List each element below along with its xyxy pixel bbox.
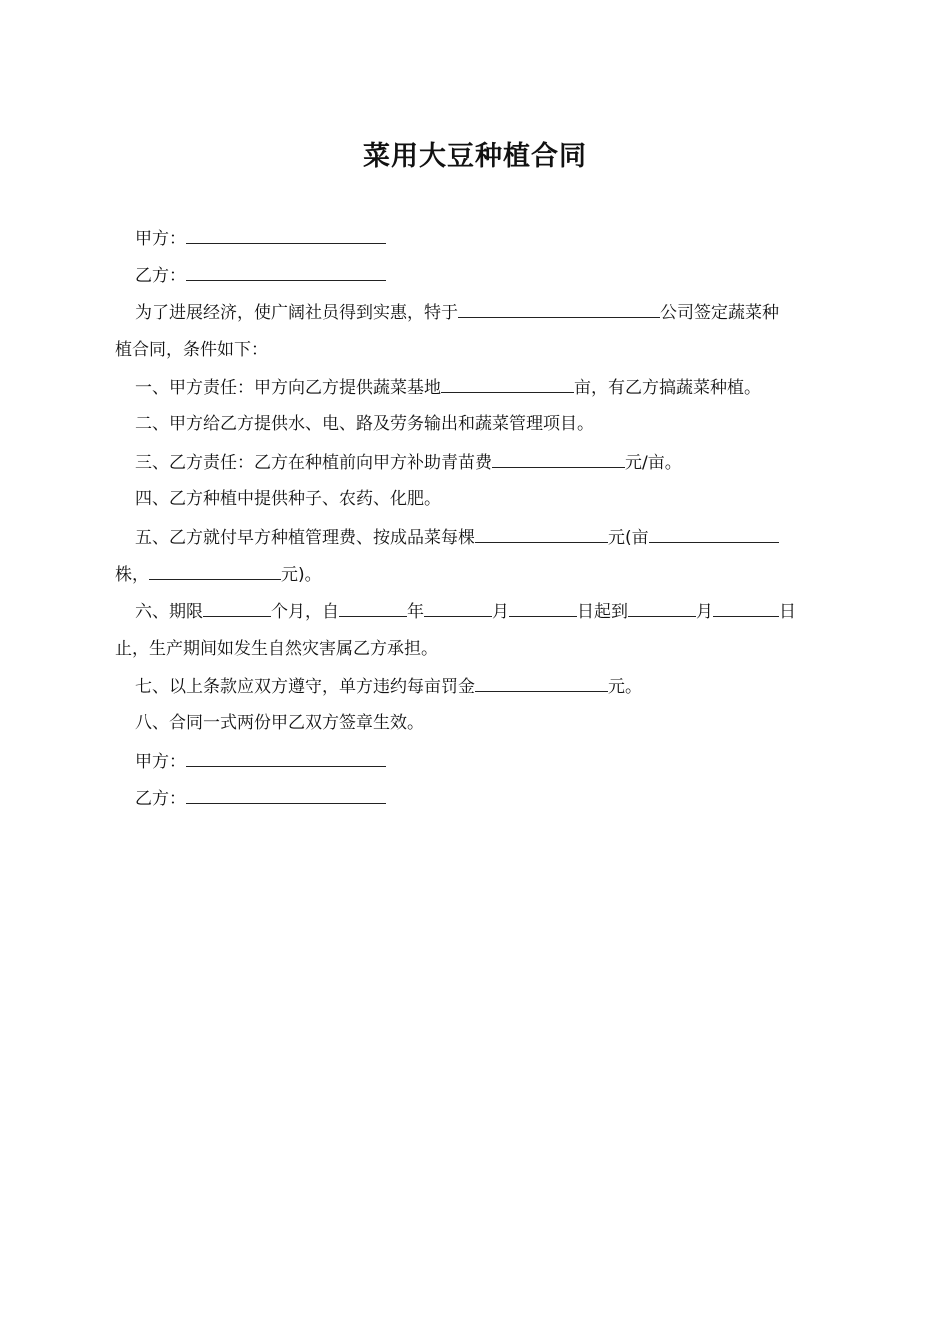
clause-6-text-6: 月 bbox=[696, 602, 713, 622]
clause-8-text: 八、合同一式两份甲乙双方签章生效。 bbox=[135, 713, 424, 733]
party-a-blank bbox=[186, 226, 386, 244]
party-b-blank bbox=[186, 263, 386, 281]
clause-5-text-4: 元)。 bbox=[281, 565, 322, 585]
clause-4 bbox=[115, 487, 857, 511]
clause-6-blank-end-month bbox=[628, 599, 696, 617]
clause-5-text-3: 株， bbox=[115, 565, 149, 585]
clause-6-text-1: 六、期限 bbox=[135, 602, 203, 622]
clause-6-text-7: 日 bbox=[779, 602, 796, 622]
document-title: 菜用大豆种植合同 bbox=[363, 141, 587, 172]
signature-party-b-line bbox=[115, 786, 857, 811]
clause-6-text-2: 个月，自 bbox=[271, 602, 339, 622]
clause-3 bbox=[115, 450, 857, 475]
intro-line-1 bbox=[115, 300, 857, 325]
signature-party-b-blank bbox=[186, 786, 386, 804]
clause-7-text-2: 元。 bbox=[608, 677, 642, 697]
signature-party-b-label: 乙方： bbox=[135, 789, 186, 809]
signature-party-a-blank bbox=[186, 749, 386, 767]
clause-3-blank bbox=[492, 450, 625, 468]
clause-7-blank bbox=[475, 674, 608, 692]
intro-line-2 bbox=[115, 338, 837, 362]
intro-text-3: 植合同，条件如下： bbox=[115, 340, 268, 360]
party-b-line bbox=[115, 263, 857, 288]
signature-party-a-label: 甲方： bbox=[135, 752, 186, 772]
clause-5-line-1 bbox=[115, 525, 857, 550]
clause-6-blank-month bbox=[424, 599, 492, 617]
clause-6-text-5: 日起到 bbox=[577, 602, 628, 622]
intro-text-2: 公司签定蔬菜种 bbox=[660, 303, 779, 323]
clause-6-text-8: 止，生产期间如发生自然灾害属乙方承担。 bbox=[115, 639, 438, 659]
signature-party-a-line bbox=[115, 749, 857, 774]
clause-3-text-1: 三、乙方责任：乙方在种植前向甲方补助青苗费 bbox=[135, 453, 492, 473]
clause-4-text: 四、乙方种植中提供种子、农药、化肥。 bbox=[135, 489, 441, 509]
clause-6-text-3: 年 bbox=[407, 602, 424, 622]
clause-6-blank-end-day bbox=[713, 599, 779, 617]
clause-5-text-1: 五、乙方就付早方种植管理费、按成品菜每棵 bbox=[135, 528, 475, 548]
company-blank bbox=[458, 300, 660, 318]
clause-5-line-2 bbox=[115, 562, 837, 587]
clause-7-text-1: 七、以上条款应双方遵守，单方违约每亩罚金 bbox=[135, 677, 475, 697]
party-a-line bbox=[115, 226, 857, 251]
clause-6-blank-months bbox=[203, 599, 271, 617]
clause-2 bbox=[115, 412, 857, 436]
clause-5-text-2: 元(亩 bbox=[608, 528, 649, 548]
clause-5-blank-3 bbox=[149, 562, 281, 580]
clause-1-text-2: 亩，有乙方搞蔬菜种植。 bbox=[574, 378, 761, 398]
clause-6-blank-day bbox=[509, 599, 577, 617]
clause-6-text-4: 月 bbox=[492, 602, 509, 622]
clause-1 bbox=[115, 375, 857, 400]
clause-6-line-1 bbox=[115, 599, 857, 624]
clause-6-blank-year bbox=[339, 599, 407, 617]
clause-2-text: 二、甲方给乙方提供水、电、路及劳务输出和蔬菜管理项目。 bbox=[135, 414, 594, 434]
clause-7 bbox=[115, 674, 857, 699]
clause-3-text-2: 元/亩。 bbox=[625, 453, 682, 473]
clause-6-line-2 bbox=[115, 637, 837, 661]
clause-1-blank bbox=[441, 375, 574, 393]
clause-8 bbox=[115, 711, 857, 735]
clause-5-blank-2 bbox=[649, 525, 779, 543]
clause-1-text-1: 一、甲方责任：甲方向乙方提供蔬菜基地 bbox=[135, 378, 441, 398]
intro-text-1: 为了进展经济，使广阔社员得到实惠，特于 bbox=[135, 303, 458, 323]
party-b-label: 乙方： bbox=[135, 266, 186, 286]
clause-5-blank-1 bbox=[475, 525, 608, 543]
party-a-label: 甲方： bbox=[135, 229, 186, 249]
